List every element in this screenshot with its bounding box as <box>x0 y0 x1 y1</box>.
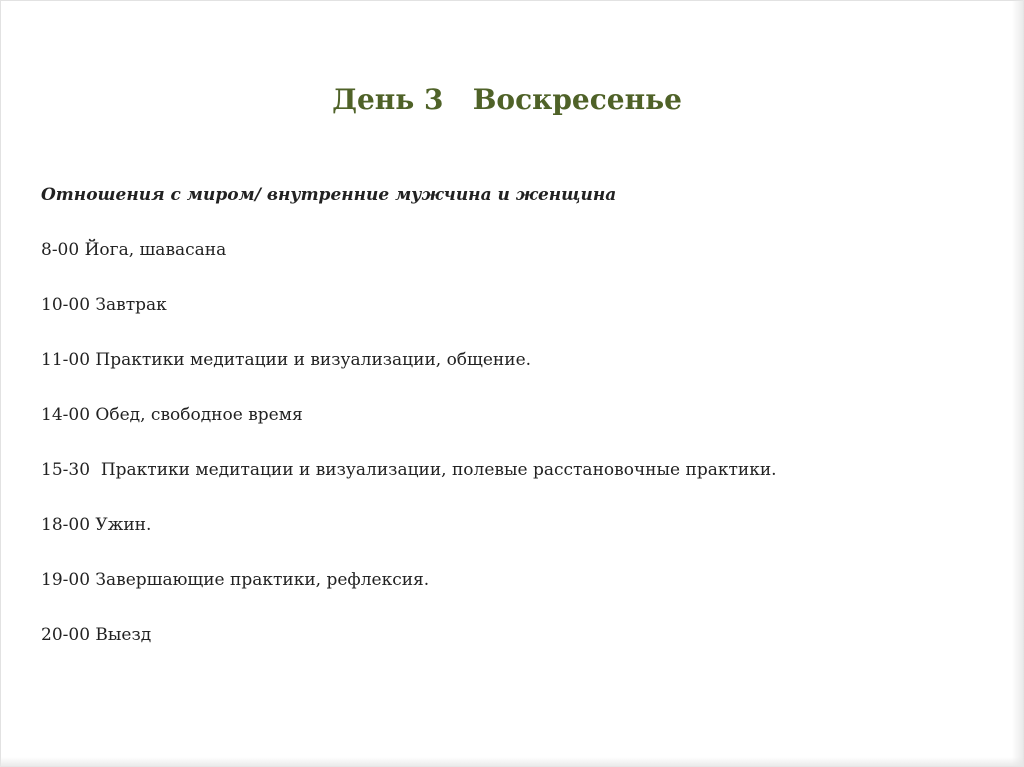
slide-content <box>41 184 981 679</box>
schedule-item: 11-00 Практики медитации и визуализации, общение. <box>41 350 532 370</box>
day-theme: Отношения с миром/ внутренние мужчина и женщина <box>41 185 617 205</box>
slide-edge-shadow-right <box>1012 0 1024 767</box>
schedule-list <box>41 239 981 679</box>
schedule-item: 8-00 Йога, шавасана <box>41 240 227 260</box>
schedule-item: 10-00 Завтрак <box>41 295 167 315</box>
schedule-item: 20-00 Выезд <box>41 625 152 645</box>
schedule-item: 14-00 Обед, свободное время <box>41 405 303 425</box>
slide-edge-shadow-bottom <box>0 757 1024 767</box>
schedule-item: 18-00 Ужин. <box>41 515 152 535</box>
schedule-item: 19-00 Завершающие практики, рефлексия. <box>41 570 430 590</box>
slide-title: День 3 Воскресенье <box>332 83 682 116</box>
schedule-item: 15-30 Практики медитации и визуализации, полевые расстановочные практики. <box>41 460 777 480</box>
